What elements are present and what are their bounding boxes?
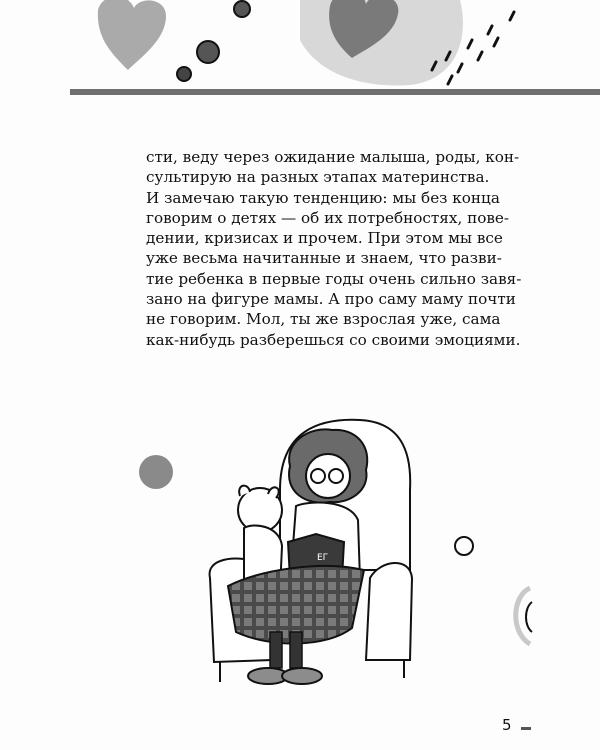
book-text: ЕГ	[317, 553, 329, 563]
text-line: сти, веду через ожидание малыша, роды, кон-	[146, 148, 520, 166]
dot-icon	[177, 67, 191, 81]
text-line: говорим о детях — об их потребностях, пове-	[146, 208, 510, 227]
text-line: И замечаю такую тенденцию: мы без конца	[146, 188, 500, 207]
page-mark	[521, 727, 531, 730]
text-line: зано на фигуре мамы. А про саму маму почти	[146, 290, 516, 309]
circle-arc-icon	[516, 588, 530, 644]
page-number: 5	[502, 716, 512, 734]
dot-icon	[234, 1, 250, 17]
header-rule	[70, 89, 600, 95]
text-line: сультирую на разных этапах материнства.	[146, 168, 490, 187]
body-text	[146, 147, 522, 350]
dot-icon	[197, 41, 219, 63]
text-line: как-нибудь разберешься со своими эмоциями.	[146, 330, 521, 349]
gray-circle-icon	[139, 455, 173, 489]
text-line: уже весьма начитанные и знаем, что разви-	[146, 249, 502, 268]
mother-reading-illustration	[120, 410, 540, 710]
heart-shape-left-icon	[98, 0, 166, 70]
text-line: дении, кризисах и прочем. При этом мы все	[146, 229, 503, 248]
header-decoration	[0, 0, 600, 95]
text-line: не говорим. Мол, ты же взрослая уже, сама	[146, 310, 501, 329]
outline-circle-icon	[455, 537, 473, 555]
leg-shape	[270, 632, 282, 668]
text-line: тие ребенка в первые годы очень сильно завя-	[146, 269, 522, 288]
